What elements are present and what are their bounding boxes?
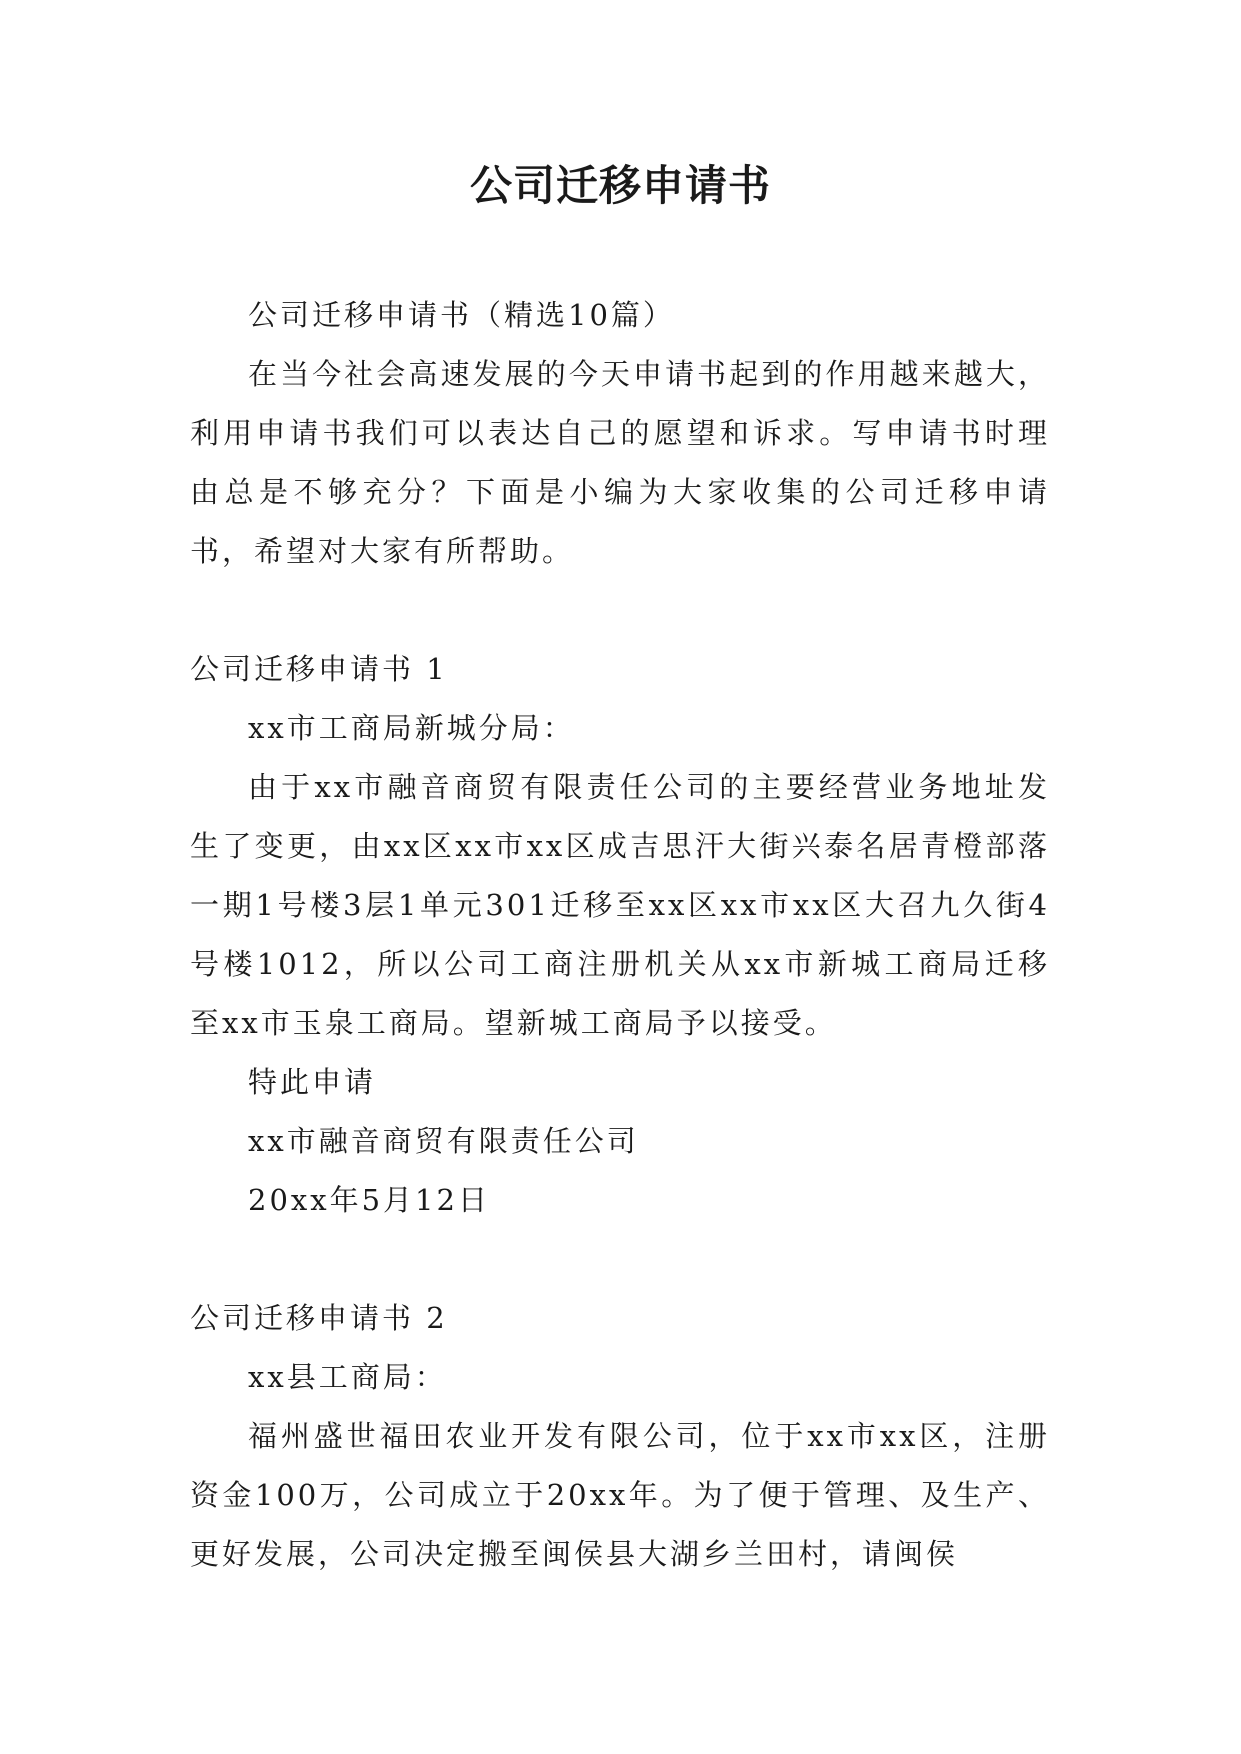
section-body-2: 福州盛世福田农业开发有限公司，位于xx市xx区，注册资金100万，公司成立于20xx年。为了便于管理、及生产、更好发展，公司决定搬至闽侯县大湖乡兰田村，请闽侯 — [190, 1419, 1050, 1571]
section-closing-1: 特此申请 — [248, 1065, 377, 1099]
section-signature-1: xx市融音商贸有限责任公司 — [248, 1124, 639, 1158]
intro-paragraph: 在当今社会高速发展的今天申请书起到的作用越来越大，利用申请书我们可以表达自己的愿望和诉求。写申请书时理由总是不够充分？下面是小编为大家收集的公司迁移申请书，希望对大家有所帮助。 — [190, 357, 1050, 568]
section-heading-2: 公司迁移申请书 2 — [190, 1301, 448, 1335]
section-addressee-2: xx县工商局： — [248, 1360, 447, 1394]
section-addressee-1: xx市工商局新城分局： — [248, 711, 575, 745]
section-date-1: 20xx年5月12日 — [248, 1183, 490, 1217]
document-title: 公司迁移申请书 — [469, 161, 771, 210]
document-subtitle: 公司迁移申请书（精选10篇） — [248, 298, 675, 332]
section-body-1: 由于xx市融音商贸有限责任公司的主要经营业务地址发生了变更，由xx区xx市xx区成吉思汗大街兴泰名居青橙部落一期1号楼3层1单元301迁移至xx区xx市xx区大召九久街4号楼1012，所以公司工商注册机关从xx市新城工商局迁移至xx市玉泉工商局。望新城工商局予以接受。 — [190, 770, 1050, 1040]
section-heading-1: 公司迁移申请书 1 — [190, 652, 448, 686]
document-body — [190, 286, 1050, 1584]
